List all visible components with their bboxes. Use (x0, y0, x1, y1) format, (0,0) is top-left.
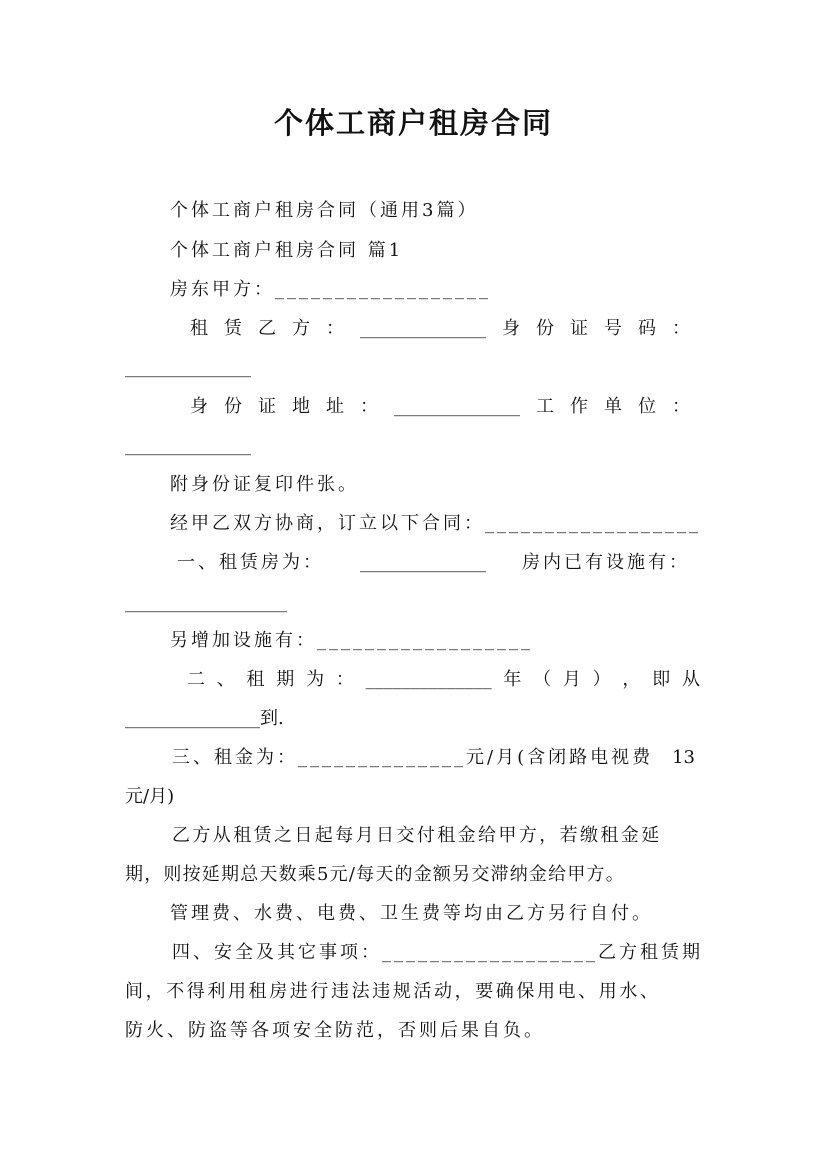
late-fee-line: 期，则按延期总天数乘5元/每天的金额另交滞纳金给甲方。 (125, 864, 625, 885)
text-fragment: 份 (536, 318, 554, 339)
text-fragment: ： (672, 318, 690, 339)
text-fragment: 码 (638, 318, 656, 339)
tenant-id-blank: ______________ (125, 357, 251, 378)
blank-field: ______________ (365, 669, 492, 690)
id-copy-line: 附身份证复印件张。 (170, 474, 359, 495)
text-fragment: 二 (187, 669, 205, 690)
text-fragment: 号 (604, 318, 622, 339)
text-fragment: 作 (570, 396, 588, 417)
workplace-blank: ______________ (125, 435, 251, 456)
text-fragment: 期 (276, 669, 295, 690)
text-fragment: 份 (224, 396, 242, 417)
blank-field: ______________ (360, 318, 486, 339)
text-fragment: 赁 (224, 318, 242, 339)
text-fragment: 即 (652, 669, 671, 690)
text-fragment: 方 (292, 318, 310, 339)
text-fragment: 工 (536, 396, 554, 417)
tenant-id-line (190, 316, 690, 342)
text-fragment: 月 (562, 669, 581, 690)
text-fragment: 租 (190, 318, 208, 339)
safety-end-line: 防火、防盗等各项安全防范，否则后果自负。 (125, 1020, 545, 1041)
text-fragment: 年 (503, 669, 522, 690)
text-fragment: 租 (246, 669, 265, 690)
text-fragment: 、 (216, 669, 235, 690)
fees-line: 管理费、水费、电费、卫生费等均由乙方另行自付。 (170, 903, 653, 924)
agreement-line: 经甲乙双方协商，订立以下合同：__________________ (170, 513, 701, 534)
text-fragment: 身 (502, 318, 520, 339)
text-fragment: 乙 (258, 318, 276, 339)
safety-line: 间，不得利用租房进行违法违规活动，要确保用电、用水、 (125, 981, 661, 1002)
landlord-line: 房东甲方：__________________ (170, 279, 491, 300)
text-fragment: （ (533, 669, 552, 690)
text-fragment: 证 (258, 396, 276, 417)
address-workplace-line (190, 394, 690, 420)
text-fragment: ， (622, 669, 641, 690)
text-fragment: ： (335, 669, 354, 690)
doc-heading-part1: 个体工商户租房合同 篇1 (170, 240, 404, 261)
text-fragment: ： (672, 396, 690, 417)
blank-field: ______________ (394, 396, 520, 417)
text-fragment: 证 (570, 318, 588, 339)
clause-1-line (177, 550, 690, 576)
text-fragment: 房内已有设施有： (522, 552, 690, 573)
text-fragment: 位 (638, 396, 656, 417)
blank-field: ______________ (360, 552, 486, 573)
text-fragment: ： (326, 318, 344, 339)
text-fragment: ） (592, 669, 611, 690)
rent-unit-line: 元/月) (125, 786, 175, 807)
clause-4-line: 四、安全及其它事项：__________________乙方租赁期 (172, 942, 703, 963)
text-fragment: 身 (190, 396, 208, 417)
clause-3-line (172, 745, 695, 771)
text-fragment: ： (360, 396, 378, 417)
payment-line: 乙方从租赁之日起每月日交付租金给甲方，若缴租金延 (172, 825, 662, 846)
text-fragment: 三、租金为：______________元/月(含闭路电视费 (172, 747, 654, 768)
text-fragment: 地 (292, 396, 310, 417)
facilities-blank: __________________ (125, 592, 287, 613)
document-title: 个体工商户租房合同 (273, 106, 553, 140)
text-fragment: 为 (306, 669, 325, 690)
text-fragment: 一、租赁房为： (177, 552, 324, 573)
lease-term-blank: _______________到. (125, 708, 284, 729)
text-fragment: 址 (326, 396, 344, 417)
doc-heading-general: 个体工商户租房合同（通用3篇） (170, 200, 479, 221)
added-facilities-line: 另增加设施有：__________________ (170, 630, 533, 651)
text-fragment: 单 (604, 396, 622, 417)
clause-2-line (187, 667, 700, 693)
text-fragment: 13 (672, 747, 695, 768)
text-fragment: 从 (681, 669, 700, 690)
